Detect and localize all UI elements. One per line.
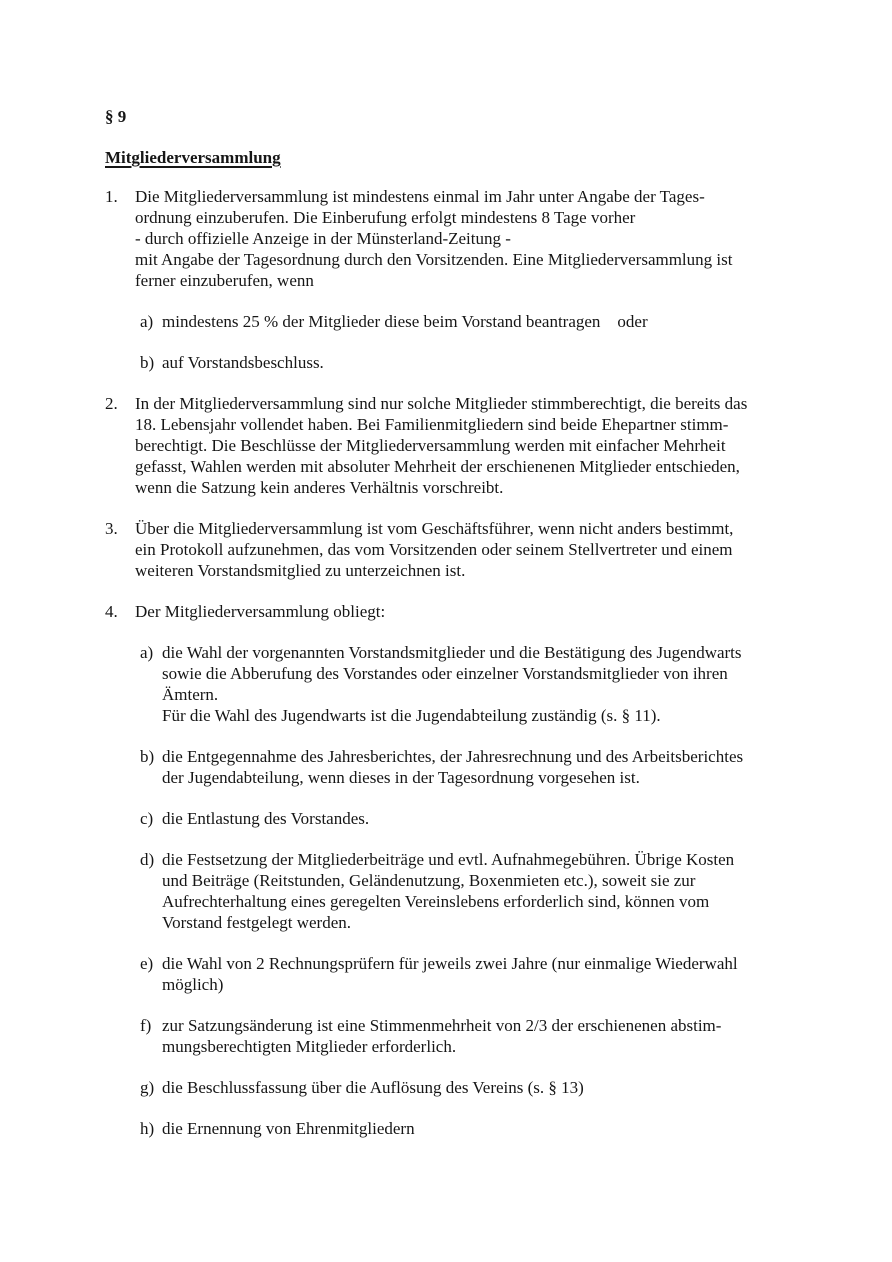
text-line: 18. Lebensjahr vollendet haben. Bei Familienmitgliedern sind beide Ehepartner stimm- [135,415,729,434]
item-number: 2. [105,394,118,413]
text-line: ferner einzuberufen, wenn [135,271,314,290]
paragraph-text [162,1015,852,1057]
paragraph-text [162,642,852,726]
text-line: die Entgegennahme des Jahresberichtes, der Jahresrechnung und des Arbeitsberichtes [162,747,744,766]
paragraph-text [162,1118,852,1139]
list-item [105,186,852,373]
sub-item-label: h) [140,1119,155,1138]
list-item [105,518,852,581]
text-line: der Jugendabteilung, wenn dieses in der Tagesordnung vorgesehen ist. [162,768,640,787]
sub-item-label: c) [140,809,154,828]
text-line: die Wahl der vorgenannten Vorstandsmitglieder und die Bestätigung des Jugendwarts [162,643,742,662]
text-line: die Wahl von 2 Rechnungsprüfern für jeweils zwei Jahre (nur einmalige Wiederwahl [162,954,738,973]
text-line: In der Mitgliederversammlung sind nur solche Mitglieder stimmberechtigt, die bereits das [135,394,748,413]
paragraph-text [162,953,852,995]
item-paragraph [105,393,852,498]
list-item [105,393,852,498]
sub-item [140,808,852,829]
text-line: die Ernennung von Ehrenmitgliedern [162,1119,415,1138]
sub-item [140,352,852,373]
text-line: die Festsetzung der Mitgliederbeiträge und evtl. Aufnahmegebühren. Übrige Kosten [162,850,735,869]
text-line: Aufrechterhaltung eines geregelten Vereinslebens erforderlich sind, können vom [162,892,710,911]
text-line: mindestens 25 % der Mitglieder diese beim Vorstand beantragen oder [162,312,648,331]
item-paragraph [105,601,852,622]
text-line: Der Mitgliederversammlung obliegt: [135,602,386,621]
sub-item-label: e) [140,954,154,973]
text-line: Die Mitgliederversammlung ist mindestens einmal im Jahr unter Angabe der Tages- [135,187,705,206]
sub-item [140,642,852,726]
sub-item-label: a) [140,312,154,331]
text-line: Vorstand festgelegt werden. [162,913,351,932]
sub-item-label: b) [140,353,155,372]
paragraph-text [162,311,852,332]
paragraph-text [162,808,852,829]
paragraph-text [135,393,852,498]
text-line: ordnung einzuberufen. Die Einberufung erfolgt mindestens 8 Tage vorher [135,208,636,227]
item-paragraph [105,186,852,291]
text-line: Über die Mitgliederversammlung ist vom Geschäftsführer, wenn nicht anders bestimmt, [135,519,734,538]
item-number: 3. [105,519,118,538]
text-line: weiteren Vorstandsmitglied zu unterzeichnen ist. [135,561,466,580]
item-number: 4. [105,602,118,621]
paragraph-text [162,352,852,373]
text-line: sowie die Abberufung des Vorstandes oder einzelner Vorstandsmitglieder von ihren [162,664,728,683]
sub-item [140,1118,852,1139]
document-content [105,106,852,1159]
sub-item-label: d) [140,850,155,869]
text-line: ein Protokoll aufzunehmen, das vom Vorsitzenden oder seinem Stellvertreter und einem [135,540,733,559]
text-line: Ämtern. [162,685,219,704]
text-line: die Entlastung des Vorstandes. [162,809,370,828]
text-line: die Beschlussfassung über die Auflösung des Vereins (s. § 13) [162,1078,584,1097]
sub-item-label: g) [140,1078,155,1097]
paragraph-text [162,1077,852,1098]
sub-item-label: b) [140,747,155,766]
text-line: mungsberechtigten Mitglieder erforderlich. [162,1037,457,1056]
paragraph-text [135,186,852,291]
sub-item [140,1015,852,1057]
paragraph-text [135,518,852,581]
text-line: Für die Wahl des Jugendwarts ist die Jugendabteilung zuständig (s. § 11). [162,706,661,725]
paragraph-text [162,746,852,788]
sub-item [140,746,852,788]
page-title: Mitgliederversammlung [105,148,281,167]
paragraph-text [162,849,852,933]
sub-item-label: a) [140,643,154,662]
text-line: - durch offizielle Anzeige in der Münsterland-Zeitung - [135,229,511,248]
text-line: wenn die Satzung kein anderes Verhältnis vorschreibt. [135,478,504,497]
text-line: mit Angabe der Tagesordnung durch den Vorsitzenden. Eine Mitgliederversammlung ist [135,250,733,269]
document-items [105,186,852,1139]
section-number: § 9 [105,107,127,126]
text-line: zur Satzungsänderung ist eine Stimmenmehrheit von 2/3 der erschienenen abstim- [162,1016,722,1035]
text-line: und Beiträge (Reitstunden, Geländenutzung, Boxenmieten etc.), soweit sie zur [162,871,696,890]
paragraph-text [135,601,852,622]
sub-item [140,849,852,933]
sub-item-label: f) [140,1016,152,1035]
item-number: 1. [105,187,118,206]
sub-item [140,1077,852,1098]
item-paragraph [105,518,852,581]
sub-item [140,953,852,995]
sub-item [140,311,852,332]
text-line: berechtigt. Die Beschlüsse der Mitgliederversammlung werden mit einfacher Mehrheit [135,436,726,455]
list-item [105,601,852,1139]
text-line: auf Vorstandsbeschluss. [162,353,324,372]
text-line: möglich) [162,975,224,994]
text-line: gefasst, Wahlen werden mit absoluter Mehrheit der erschienenen Mitglieder entschieden, [135,457,740,476]
